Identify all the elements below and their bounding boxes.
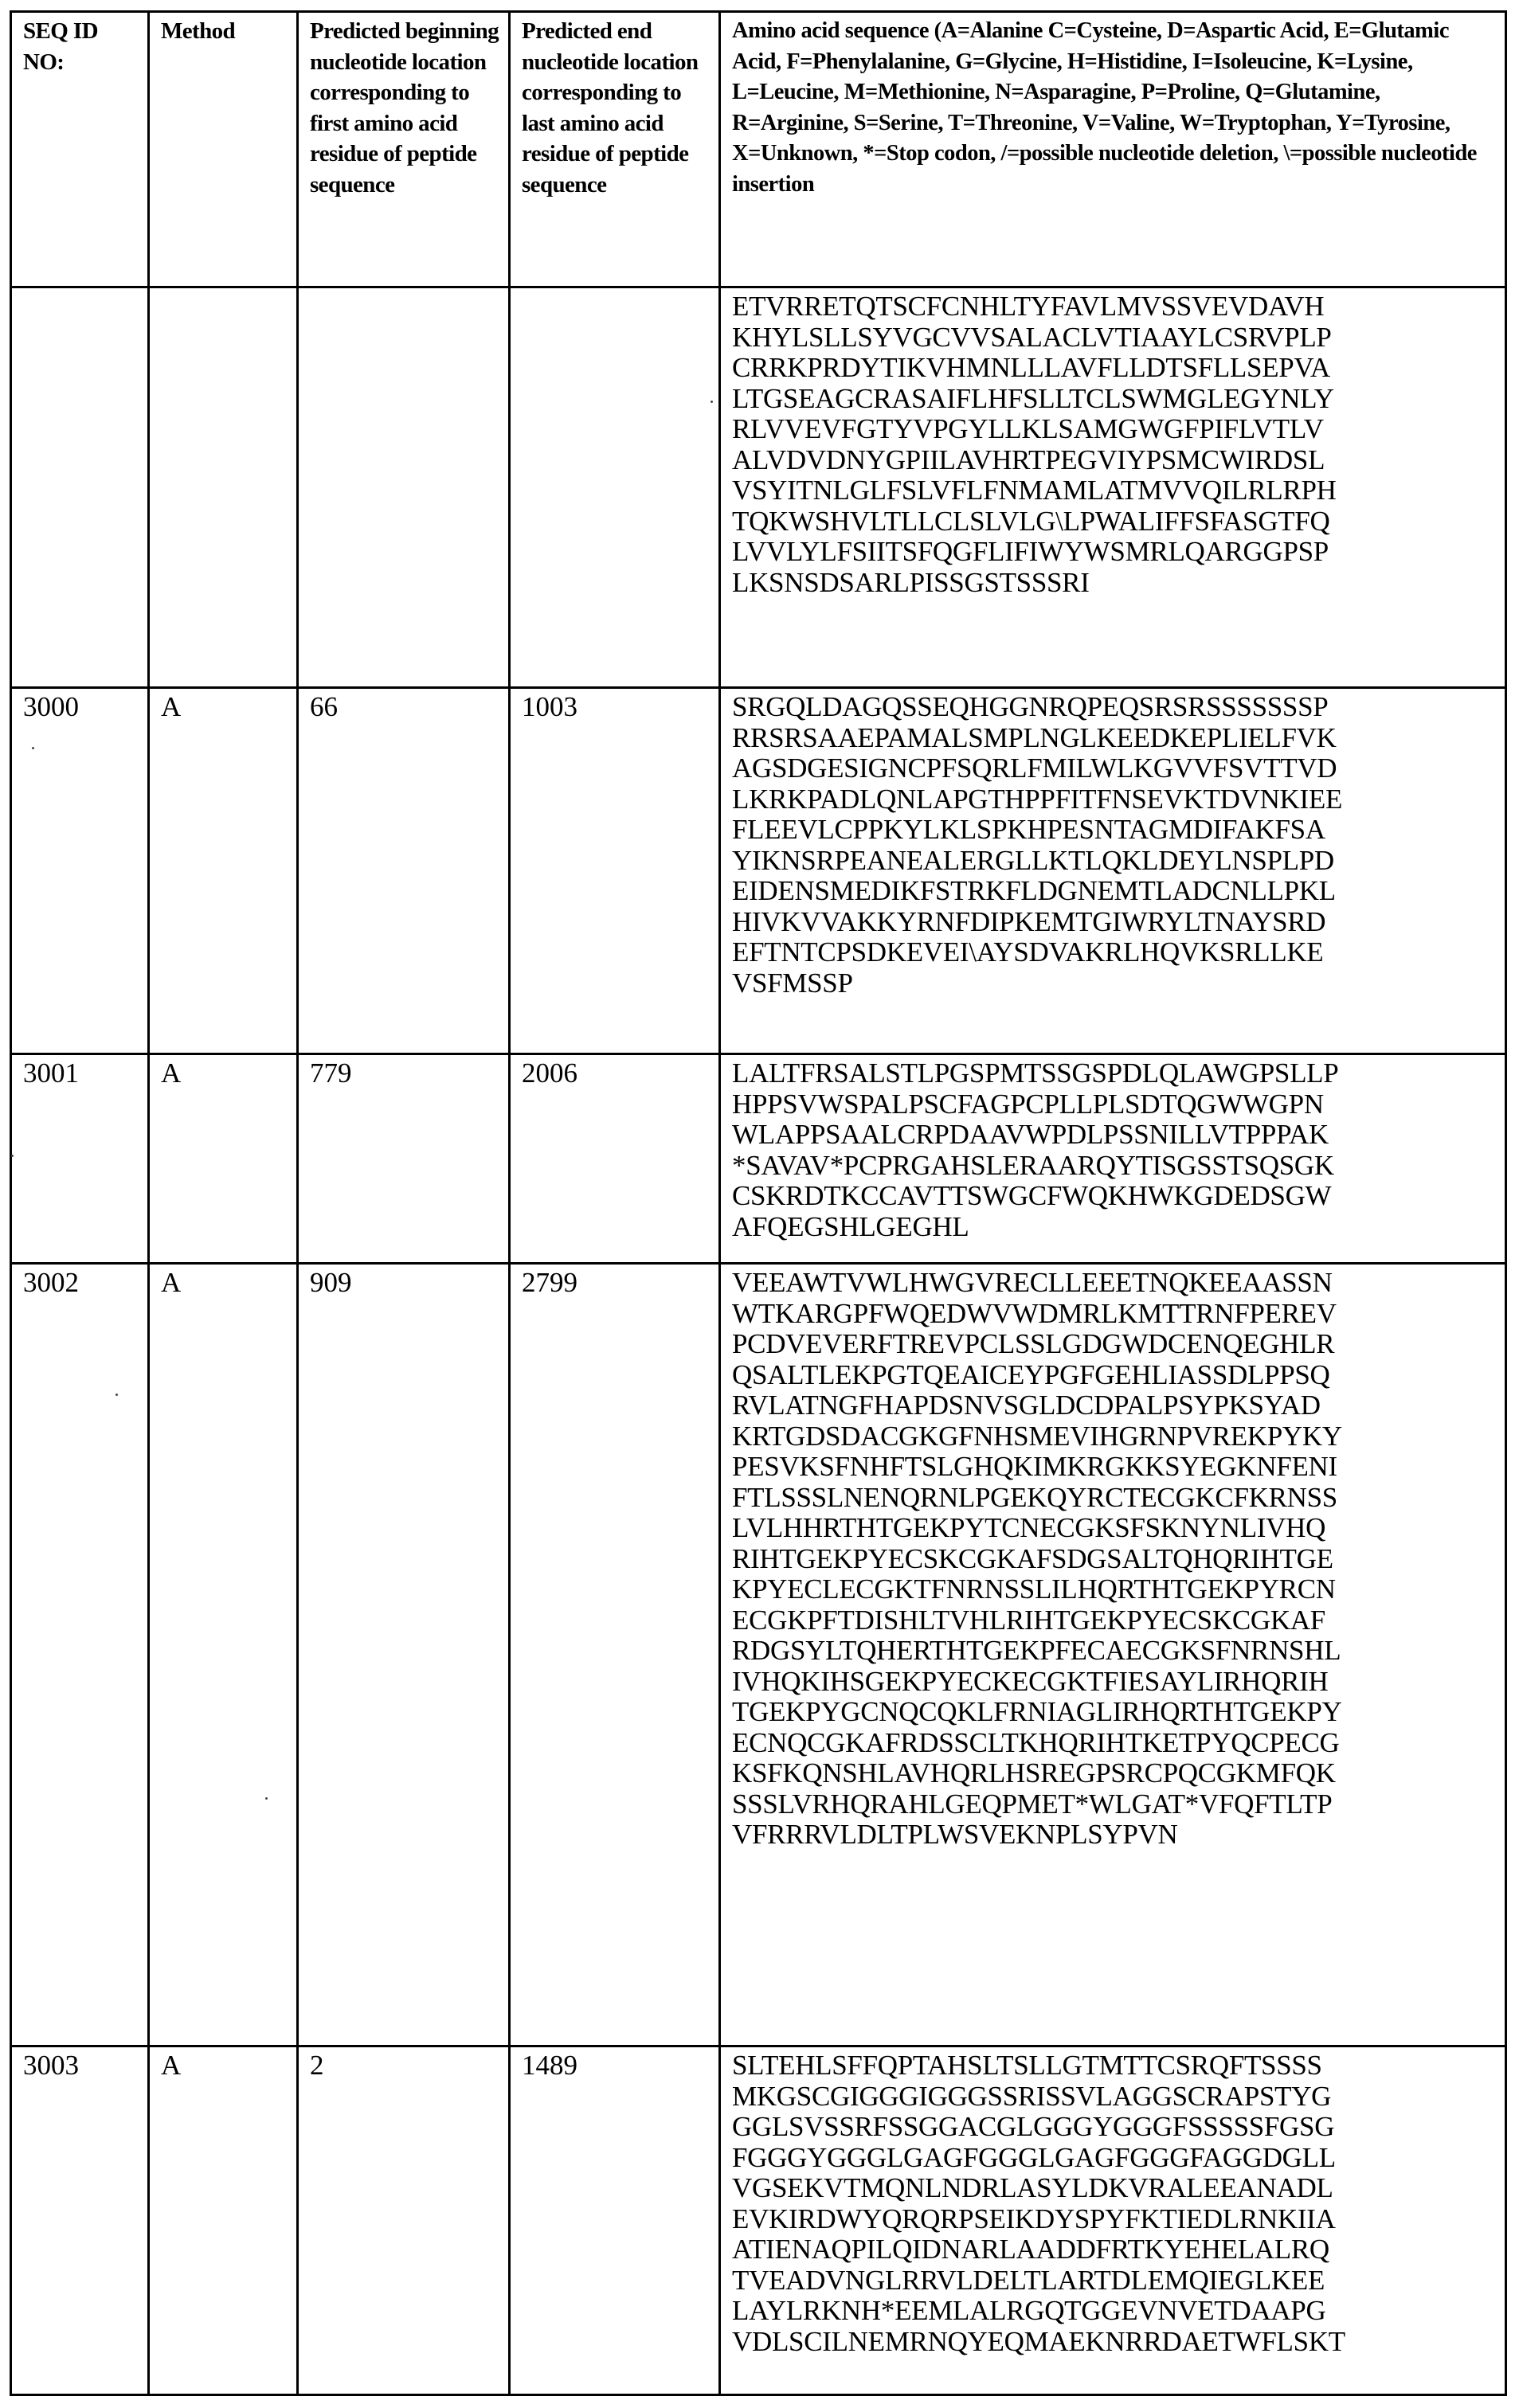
scan-speck	[265, 1797, 268, 1800]
sequence-line: SSSLVRHQRAHLGEQPMET*WLGAT*VFQFTLTP	[732, 1788, 1333, 1820]
sequence-line: QSALTLEKPGTQEAICEYPGFGEHLIASSDLPPSQ	[732, 1358, 1330, 1390]
sequence-line: HIVKVVAKKYRNFDIPKEMTGIWRYLTNAYSRD	[732, 905, 1326, 937]
sequence-line: LAYLRKNH*EEMLALRGQTGGEVNVETDAAPG	[732, 2295, 1326, 2326]
method-cell: A	[149, 2046, 298, 2395]
sequence-line: LKRKPADLQNLAPGTHPPFITFNSEVKTDVNKIEE	[732, 783, 1343, 815]
sequence-line: VGSEKVTMQNLNDRLASYLDKVRALEEANADL	[732, 2172, 1333, 2203]
end-cell	[510, 287, 720, 688]
sequence-line: ECGKPFTDISHLTVHLRIHTGEKPYECSKCGKAF	[732, 1604, 1325, 1636]
method-cell: A	[149, 688, 298, 1054]
sequence-line: KSFKQNSHLAVHQRLHSREGPSRCPQCGKMFQK	[732, 1757, 1336, 1788]
sequence-line: KHYLSLLSYVGCVVSALACLVTIAAYLCSRVPLP	[732, 321, 1332, 353]
sequence-line: SRGQLDAGQSSEQHGGNRQPEQSRSRSSSSSSSP	[732, 691, 1329, 722]
sequence-line: RLVVEVFGTYVPGYLLKLSAMGWGFPIFLVTLV	[732, 413, 1324, 444]
sequence-line: RRSRSAAEPAMALSMPLNGLKEEDKEPLIELFVK	[732, 721, 1337, 753]
sequence-line: AFQEGSHLGEGHL	[732, 1210, 969, 1242]
sequence-line: AGSDGESIGNCPFSQRLFMILWLKGVVFSVTTVD	[732, 752, 1337, 784]
sequence-table	[10, 10, 1507, 2396]
sequence-cell	[720, 688, 1506, 1054]
header-end-location: Predicted end nucleotide location corresponding to last amino acid residue of peptide sequence	[510, 12, 720, 287]
sequence-line: EFTNTCPSDKEVEI\AYSDVAKRLHQVKSRLLKE	[732, 936, 1324, 968]
method-cell: A	[149, 1054, 298, 1264]
sequence-line: LKSNSDSARLPISSGSTSSSRI	[732, 566, 1090, 598]
begin-cell: 2	[298, 2046, 510, 2395]
table-row	[11, 1054, 1506, 1264]
sequence-line: KRTGDSDACGKGFNHSMEVIHGRNPVREKPYKY	[732, 1420, 1342, 1452]
scan-speck	[32, 747, 34, 749]
sequence-line: SLTEHLSFFQPTAHSLTSLLGTMTTCSRQFTSSSS	[732, 2050, 1322, 2081]
sequence-line: KPYECLECGKTFNRNSSLILHQRTHTGEKPYRCN	[732, 1573, 1336, 1605]
header-begin-location: Predicted beginning nucleotide location corresponding to first amino acid residue of peptide sequence	[298, 12, 510, 287]
sequence-line: *SAVAV*PCPRGAHSLERAARQYTISGSSTSQSGK	[732, 1149, 1334, 1181]
begin-cell: 779	[298, 1054, 510, 1264]
table-row	[11, 688, 1506, 1054]
header-amino-acid-legend: Amino acid sequence (A=Alanine C=Cysteine, D=Aspartic Acid, E=Glutamic Acid, F=Phenylalanine, G=Glycine, H=Histidine, I=Isoleucine, K=Lysine, L=Leucine, M=Methionine, N=Asparagine, P=Proline, Q=Glutamine, R=Arginine, S=Serine, T=Threonine, V=Valine, W=Tryptophan, Y=Tyrosine, X=Unknown, *=Stop codon, /=possible nucleotide deletion, \=possible nucleotide insertion	[720, 12, 1506, 287]
sequence-line: ECNQCGKAFRDSSCLTKHQRIHTKETPYQCPECG	[732, 1726, 1340, 1758]
sequence-line: TQKWSHVLTLLCLSLVLG\LPWALIFFSFASGTFQ	[732, 505, 1330, 537]
end-cell: 2799	[510, 1264, 720, 2046]
end-cell: 2006	[510, 1054, 720, 1264]
sequence-line: ETVRRETQTSCFCNHLTYFAVLMVSSVEVDAVH	[732, 291, 1325, 322]
sequence-line: RIHTGEKPYECSKCGKAFSDGSALTQHQRIHTGE	[732, 1542, 1333, 1574]
header-method: Method	[149, 12, 298, 287]
sequence-line: TVEADVNGLRRVLDELTLARTDLEMQIEGLKEE	[732, 2264, 1325, 2296]
sequence-line: TGEKPYGCNQCQKLFRNIAGLIRHQRTHTGEKPY	[732, 1696, 1342, 1727]
sequence-cell	[720, 287, 1506, 688]
begin-cell: 66	[298, 688, 510, 1054]
table-row	[11, 1264, 1506, 2046]
seq-id-cell: 3003	[11, 2046, 149, 2395]
end-cell: 1003	[510, 688, 720, 1054]
sequence-cell	[720, 1264, 1506, 2046]
table-row	[11, 2046, 1506, 2395]
sequence-line: VFRRRVLDLTPLWSVEKNPLSYPVN	[732, 1819, 1178, 1850]
sequence-cell	[720, 1054, 1506, 1264]
sequence-cell	[720, 2046, 1506, 2395]
header-seq-id: SEQ ID NO:	[11, 12, 149, 287]
sequence-line: FLEEVLCPPKYLKLSPKHPESNTAGMDIFAKFSA	[732, 814, 1325, 845]
sequence-line: VEEAWTVWLHWGVRECLLEEETNQKEEAASSN	[732, 1267, 1333, 1298]
sequence-line: LALTFRSALSTLPGSPMTSSGSPDLQLAWGPSLLP	[732, 1057, 1339, 1089]
sequence-line: WLAPPSAALCRPDAAVWPDLPSSNILLVTPPPAK	[732, 1119, 1329, 1150]
seq-id-cell: 3002	[11, 1264, 149, 2046]
sequence-line: CSKRDTKCCAVTTSWGCFWQKHWKGDEDSGW	[732, 1180, 1332, 1211]
scan-speck	[711, 401, 713, 403]
sequence-line: LVVLYLFSIITSFQGFLIFIWYWSMRLQARGGPSP	[732, 536, 1329, 567]
sequence-line: RDGSYLTQHERTHTGEKPFECAECGKSFNRNSHL	[732, 1635, 1341, 1666]
sequence-line: CRRKPRDYTIKVHMNLLLAVFLLDTSFLLSEPVA	[732, 352, 1330, 383]
sequence-line: VDLSCILNEMRNQYEQMAEKNRRDAETWFLSKT	[732, 2325, 1345, 2357]
sequence-line: LTGSEAGCRASAIFLHFSLLTCLSWMGLEGYNLY	[732, 382, 1334, 414]
sequence-line: GGLSVSSRFSSGGACGLGGGYGGGFSSSSSFGSG	[732, 2111, 1335, 2142]
sequence-line: ALVDVDNYGPIILAVHRTPEGVIYPSMCWIRDSL	[732, 444, 1325, 475]
sequence-line: FTLSSSLNENQRNLPGEKQYRCTECGKCFKRNSS	[732, 1481, 1337, 1513]
begin-cell: 909	[298, 1264, 510, 2046]
table-row	[11, 287, 1506, 688]
sequence-line: ATIENAQPILQIDNARLAADDFRTKYEHELALRQ	[732, 2234, 1329, 2265]
scan-speck	[115, 1394, 118, 1396]
seq-id-cell: 3000	[11, 688, 149, 1054]
method-cell	[149, 287, 298, 688]
sequence-line: RVLATNGFHAPDSNVSGLDCDPALPSYPKSYAD	[732, 1390, 1321, 1421]
scan-speck	[11, 1155, 14, 1157]
sequence-line: VSYITNLGLFSLVFLFNMAMLATMVVQILRLRPH	[732, 475, 1337, 506]
sequence-line: PCDVEVERFTREVPCLSSLGDGWDCENQEGHLR	[732, 1328, 1335, 1359]
begin-cell	[298, 287, 510, 688]
sequence-line: EVKIRDWYQRQRPSEIKDYSPYFKTIEDLRNKIIA	[732, 2203, 1336, 2234]
sequence-line: VSFMSSP	[732, 967, 853, 999]
end-cell: 1489	[510, 2046, 720, 2395]
seq-id-cell: 3001	[11, 1054, 149, 1264]
sequence-line: IVHQKIHSGEKPYECKECGKTFIESAYLIRHQRIH	[732, 1665, 1329, 1697]
seq-id-cell	[11, 287, 149, 688]
sequence-line: HPPSVWSPALPSCFAGPCPLLPLSDTQGWWGPN	[732, 1088, 1324, 1120]
sequence-line: FGGGYGGGLGAGFGGGLGAGFGGGFAGGDGLL	[732, 2141, 1336, 2173]
sequence-line: LVLHHRTHTGEKPYTCNECGKSFSKNYNLIVHQ	[732, 1512, 1326, 1543]
sequence-line: MKGSCGIGGGIGGGSSRISSVLAGGSCRAPSTYG	[732, 2080, 1332, 2112]
sequence-line: PESVKSFNHFTSLGHQKIMKRGKKSYEGKNFENI	[732, 1451, 1337, 1482]
method-cell: A	[149, 1264, 298, 2046]
header-row	[11, 12, 1506, 287]
sequence-line: EIDENSMEDIKFSTRKFLDGNEMTLADCNLLPKL	[732, 875, 1336, 906]
sequence-line: YIKNSRPEANEALERGLLKTLQKLDEYLNSPLPD	[732, 844, 1334, 876]
sequence-line: WTKARGPFWQEDWVWDMRLKMTTRNFPEREV	[732, 1297, 1337, 1329]
